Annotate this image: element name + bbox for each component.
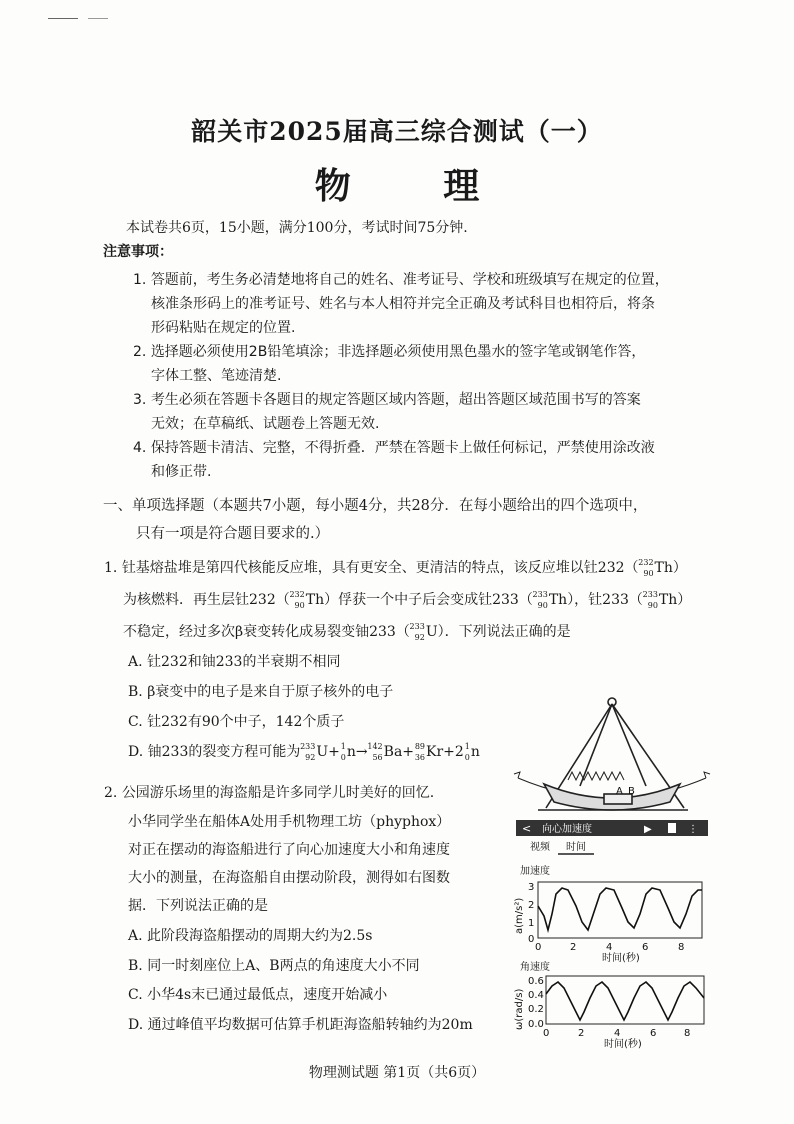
exam-intro: 本试卷共6页，15小题，满分100分，考试时间75分钟. bbox=[126, 220, 468, 236]
more-icon[interactable]: ⋮ bbox=[688, 824, 698, 835]
x-tick: 6 bbox=[650, 1028, 657, 1039]
pirate-ship-figure bbox=[508, 694, 716, 1050]
question-2-line: 对正在摆动的海盗船进行了向心加速度大小和角速度 bbox=[128, 842, 450, 858]
option-D: D. 通过峰值平均数据可估算手机距海盗船转轴约为20m bbox=[128, 1017, 473, 1033]
x-axis-label: 时间(秒) bbox=[602, 953, 640, 964]
chart-title: 加速度 bbox=[520, 866, 550, 877]
x-axis-label: 时间(秒) bbox=[604, 1039, 642, 1050]
question-number: 2. bbox=[104, 785, 118, 801]
x-tick: 0 bbox=[535, 942, 542, 953]
question-1-line3: 不稳定，经过多次β衰变转化成易裂变铀233（ 233 92 U）．下列说法正确的是 bbox=[123, 622, 571, 642]
option-B: B. β衰变中的电子是来自于原子核外的电子 bbox=[128, 684, 394, 700]
y-tick: 0.6 bbox=[528, 976, 544, 987]
y-tick: 0.2 bbox=[528, 1004, 544, 1015]
x-tick: 4 bbox=[606, 942, 613, 953]
chart-title: 角速度 bbox=[520, 962, 550, 973]
option-C: C. 钍232有90个中子，142个质子 bbox=[128, 714, 345, 730]
y-tick: 0 bbox=[528, 934, 535, 945]
app-title: 向心加速度 bbox=[542, 824, 592, 835]
question-2-line: 大小的测量，在海盗船自由摆动阶段，测得如右图数 bbox=[128, 870, 450, 886]
x-tick: 6 bbox=[642, 942, 649, 953]
label-B: B bbox=[628, 786, 635, 797]
tab-time[interactable]: 时间 bbox=[566, 842, 586, 853]
page-footer: 物理测试题 第1页（共6页） bbox=[308, 1065, 486, 1081]
option-D: D. 铀233的裂变方程可能为 233 92 U+ 1 0 n→ 142 56 Ba+ 89 36 Kr+2 1 0 n bbox=[128, 742, 480, 762]
x-tick: 2 bbox=[578, 1028, 585, 1039]
question-number: 1. bbox=[104, 560, 118, 576]
pirate-ship-illustration bbox=[514, 698, 710, 810]
section-heading-cont: 只有一项是符合题目要求的.） bbox=[136, 526, 330, 542]
question-2-line: 据．下列说法正确的是 bbox=[128, 898, 268, 914]
back-icon[interactable]: < bbox=[522, 822, 532, 835]
notice-item: 3. 考生必须在答题卡各题目的规定答题区域内答题，超出答题区域范围书写的答案 无效；在草稿纸、试题卷上答题无效. bbox=[133, 392, 641, 432]
timer-icon[interactable] bbox=[668, 823, 676, 833]
y-tick: 2 bbox=[528, 900, 535, 911]
scan-mark bbox=[48, 18, 78, 19]
angular-velocity-series bbox=[546, 982, 704, 1020]
question-2: 2. 公园游乐场里的海盗船是许多同学儿时美好的回忆. bbox=[104, 785, 435, 801]
y-tick: 3 bbox=[528, 882, 535, 893]
option-C: C. 小华4s末已通过最低点，速度开始减小 bbox=[128, 987, 388, 1003]
y-axis-label: a(m/s²) bbox=[514, 897, 525, 934]
option-A: A. 此阶段海盗船摆动的周期大约为2.5s bbox=[128, 928, 373, 944]
question-2-line: 小华同学坐在船体A处用手机物理工坊（phyphox） bbox=[128, 814, 451, 830]
notice-item: 4. 保持答题卡清洁、完整，不得折叠．严禁在答题卡上做任何标记，严禁使用涂改液 和修正带. bbox=[133, 440, 655, 480]
label-A: A bbox=[616, 786, 623, 797]
question-1: 1. 钍基熔盐堆是第四代核能反应堆，具有更安全、更清洁的特点，该反应堆以钍232（ 232 90 Th） bbox=[104, 558, 687, 578]
y-tick: 0.0 bbox=[528, 1019, 544, 1030]
option-A: A. 钍232和铀233的半衰期不相同 bbox=[128, 654, 341, 670]
x-tick: 0 bbox=[543, 1028, 550, 1039]
question-1-line2: 为核燃料．再生层钍232（ 232 90 Th）俘获一个中子后会变成钍233（ 233 90 Th），钍233（ 233 90 Th） bbox=[123, 590, 692, 610]
acceleration-chart bbox=[514, 864, 702, 964]
angular-velocity-chart bbox=[514, 960, 704, 1050]
notice-list bbox=[133, 268, 669, 484]
x-tick: 2 bbox=[570, 942, 577, 953]
option-B: B. 同一时刻座位上A、B两点的角速度大小不同 bbox=[128, 958, 420, 974]
acceleration-series bbox=[538, 888, 702, 930]
subject-title: 物 理 bbox=[314, 165, 520, 207]
exam-title: 韶关市2025届高三综合测试（一） bbox=[191, 117, 603, 146]
tab-video[interactable]: 视频 bbox=[530, 842, 550, 853]
section-heading: 一、单项选择题（本题共7小题，每小题4分，共28分．在每小题给出的四个选项中， bbox=[103, 498, 648, 514]
y-tick: 0.4 bbox=[528, 990, 544, 1001]
notice-item: 1. 答题前，考生务必清楚地将自己的姓名、准考证号、学校和班级填写在规定的位置， 核准条形码上的准考证号、姓名与本人相符并完全正确及考试科目也相符后，将条 形码粘贴在规定的位置. bbox=[133, 272, 669, 336]
notice-heading: 注意事项： bbox=[103, 244, 173, 260]
x-tick: 4 bbox=[614, 1028, 621, 1039]
y-tick: 1 bbox=[528, 918, 535, 929]
x-tick: 8 bbox=[678, 942, 685, 953]
x-tick: 8 bbox=[684, 1028, 691, 1039]
y-axis-label: ω(rad/s) bbox=[514, 988, 525, 1030]
play-icon[interactable]: ▶ bbox=[644, 824, 652, 835]
notice-item: 2. 选择题必须使用2B铅笔填涂；非选择题必须使用黑色墨水的签字笔或钢笔作答， 字体工整、笔迹清楚. bbox=[133, 344, 646, 384]
scan-mark bbox=[88, 18, 108, 19]
